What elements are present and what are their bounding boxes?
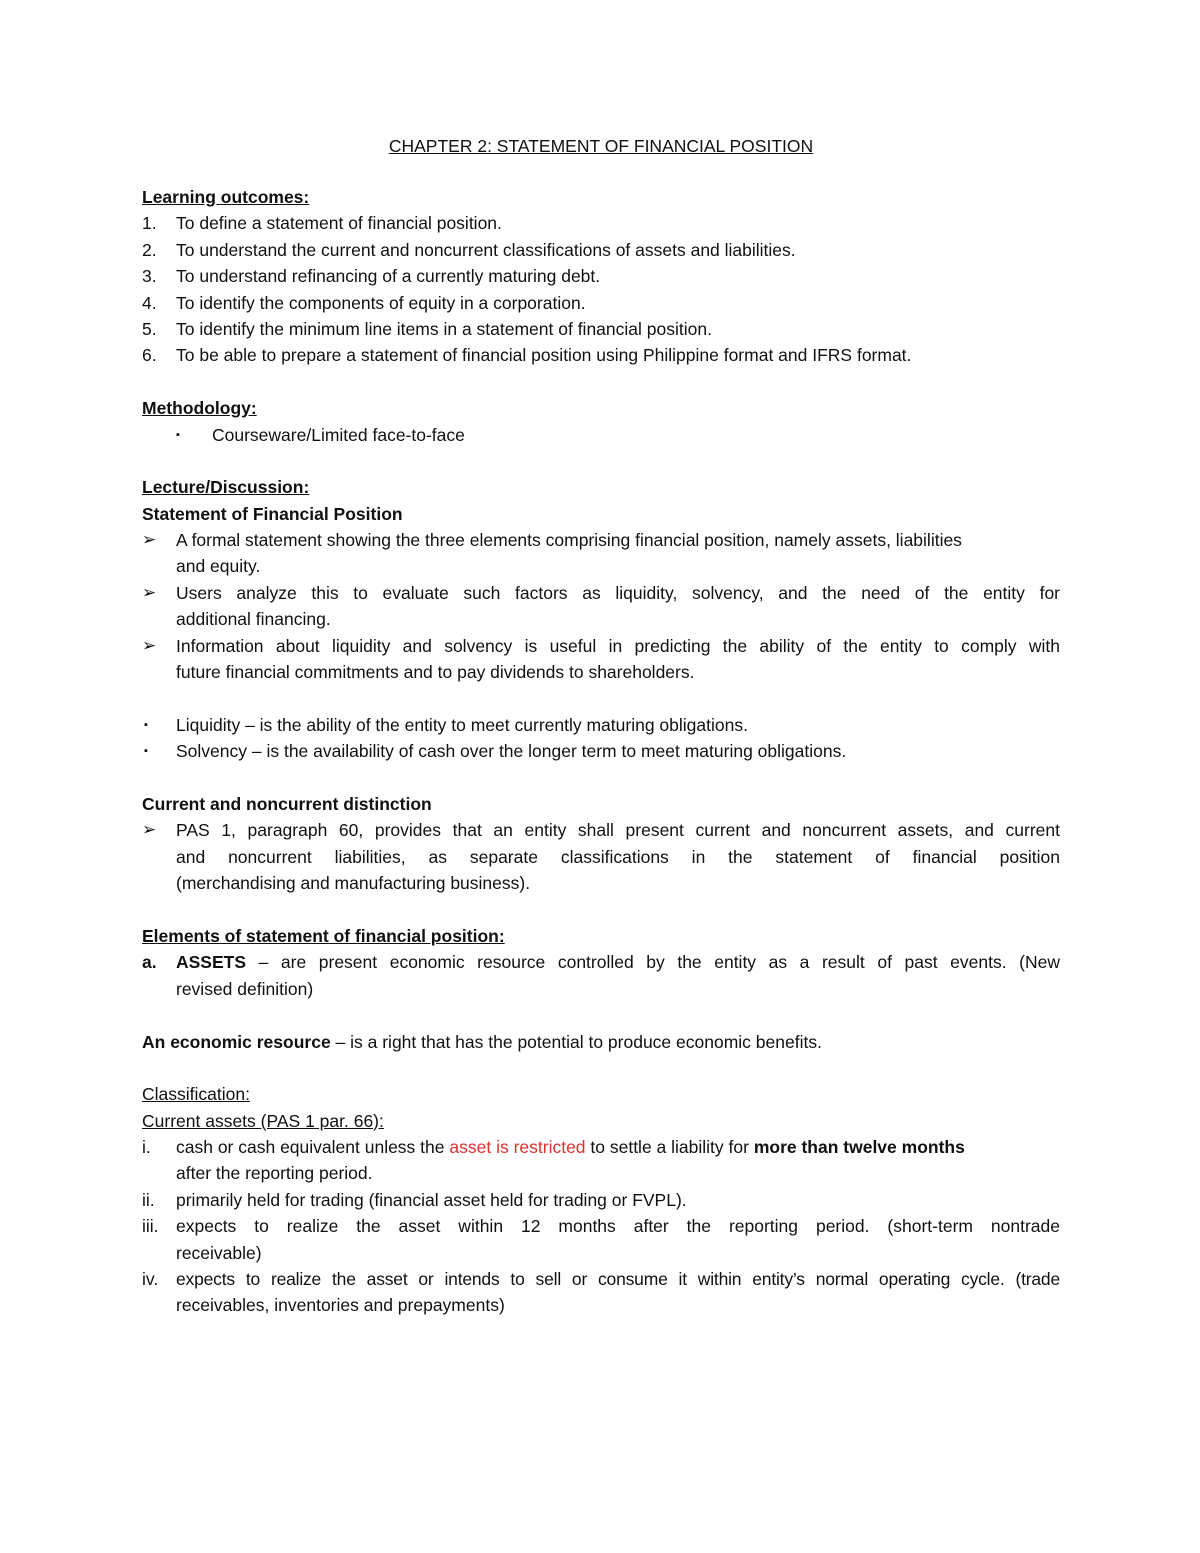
list-item (142, 263, 1060, 289)
roman-item-continuation (142, 1292, 1060, 1318)
element-definition: revised definition) (176, 978, 314, 999)
roman-number: i. (142, 1137, 151, 1158)
roman-item-text: receivables, inventories and prepayments) (176, 1295, 505, 1316)
element-continuation (142, 976, 1060, 1002)
roman-item (142, 1134, 1060, 1160)
spacer (142, 369, 1060, 395)
elements-heading: Elements of statement of financial position: (142, 925, 505, 946)
arrow-point-continuation (142, 659, 1060, 685)
spacer (142, 685, 1060, 711)
arrow-point (142, 580, 1060, 606)
lecture-heading: Lecture/Discussion: (142, 477, 310, 498)
distinction-heading: Current and noncurrent distinction (142, 793, 432, 814)
roman-item (142, 1187, 1060, 1213)
square-bullet-icon: ▪ (176, 428, 180, 441)
list-item (142, 422, 1060, 448)
classification-heading: Classification: (142, 1084, 250, 1105)
arrow-bullet-icon: ➢ (142, 582, 157, 602)
roman-item-text: receivable) (176, 1242, 262, 1263)
text-segment: to settle a liability for (585, 1137, 754, 1158)
list-number: 1. (142, 213, 157, 234)
roman-item-text: expects to realize the asset or intends to sell or consume it within entity’s normal operating cycle. (trade (176, 1269, 1060, 1290)
arrow-point-continuation (142, 553, 1060, 579)
list-item-text: Courseware/Limited face-to-face (212, 424, 465, 445)
sfp-heading: Statement of Financial Position (142, 503, 403, 524)
element-definition: – are present economic resource controlled by the entity as a result of past events. (New (246, 952, 1060, 973)
list-item (142, 237, 1060, 263)
point-text: future financial commitments and to pay dividends to shareholders. (176, 662, 695, 683)
current-assets-heading: Current assets (PAS 1 par. 66): (142, 1110, 384, 1131)
roman-item (142, 1266, 1060, 1292)
roman-item-text: expects to realize the asset within 12 months after the reporting period. (short-term nontrade (176, 1216, 1060, 1237)
roman-item-continuation (142, 1160, 1060, 1186)
point-text: additional financing. (176, 609, 331, 630)
arrow-bullet-icon: ➢ (142, 820, 157, 840)
element-label: a. (142, 952, 157, 973)
point-text: PAS 1, paragraph 60, provides that an entity shall present current and noncurrent assets, and current (176, 820, 1060, 841)
point-text: Users analyze this to evaluate such factors as liquidity, solvency, and the need of the entity for (176, 582, 1060, 603)
list-item (142, 316, 1060, 342)
text-segment: cash or cash equivalent unless the (176, 1137, 450, 1158)
point-text: Information about liquidity and solvency is useful in predicting the ability of the entity to comply with (176, 635, 1060, 656)
arrow-point-continuation (142, 844, 1060, 870)
spacer (142, 765, 1060, 791)
element-item (142, 949, 1060, 975)
spacer (142, 1055, 1060, 1081)
spacer (142, 1002, 1060, 1028)
document-page (142, 132, 1060, 1319)
spacer (142, 448, 1060, 474)
highlight-red-text: asset is restricted (449, 1137, 586, 1158)
econ-resource-definition (142, 1029, 1060, 1055)
definition-text: Liquidity – is the ability of the entity to meet currently maturing obligations. (176, 714, 748, 735)
element-text (142, 949, 1060, 975)
arrow-point-continuation (142, 606, 1060, 632)
roman-item-continuation (142, 1240, 1060, 1266)
page-title: CHAPTER 2: STATEMENT OF FINANCIAL POSITION (388, 136, 814, 156)
list-item (142, 342, 1060, 368)
roman-number: iv. (142, 1269, 159, 1290)
list-number: 6. (142, 345, 157, 366)
list-item-text: To understand the current and noncurrent classifications of assets and liabilities. (176, 239, 796, 260)
point-text: and noncurrent liabilities, as separate classifications in the statement of financial position (176, 846, 1060, 867)
element-term: ASSETS (176, 952, 247, 973)
list-item-text: To identify the components of equity in a corporation. (176, 292, 586, 313)
arrow-point (142, 527, 1060, 553)
spacer (142, 897, 1060, 923)
arrow-point (142, 817, 1060, 843)
roman-item (142, 1213, 1060, 1239)
list-item-text: To define a statement of financial position. (176, 213, 502, 234)
point-text: and equity. (176, 556, 261, 577)
roman-number: iii. (142, 1216, 159, 1237)
point-text: (merchandising and manufacturing business). (176, 873, 531, 894)
econ-resource-text: – is a right that has the potential to produce economic benefits. (330, 1031, 822, 1052)
econ-resource-term: An economic resource (142, 1031, 331, 1052)
list-number: 3. (142, 266, 157, 287)
definition-item (142, 712, 1060, 738)
list-item-text: To be able to prepare a statement of financial position using Philippine format and IFRS format. (176, 345, 912, 366)
roman-item-text (142, 1137, 965, 1157)
bold-text: more than twelve months (753, 1137, 965, 1158)
square-bullet-icon: ▪ (144, 718, 148, 731)
list-item (142, 290, 1060, 316)
list-item-text: To understand refinancing of a currently maturing debt. (176, 266, 601, 287)
list-number: 2. (142, 239, 157, 260)
arrow-bullet-icon: ➢ (142, 530, 157, 550)
arrow-point (142, 633, 1060, 659)
point-text: A formal statement showing the three elements comprising financial position, namely assets, liabilities (176, 530, 962, 551)
arrow-point-continuation (142, 870, 1060, 896)
spacer (142, 160, 1060, 184)
list-number: 4. (142, 292, 157, 313)
definition-text: Solvency – is the availability of cash over the longer term to meet maturing obligations. (176, 741, 847, 762)
roman-item-text: after the reporting period. (176, 1163, 373, 1184)
learning-outcomes-heading: Learning outcomes: (142, 187, 310, 207)
definition-item (142, 738, 1060, 764)
square-bullet-icon: ▪ (144, 745, 148, 758)
list-number: 5. (142, 318, 157, 339)
methodology-heading: Methodology: (142, 398, 257, 419)
roman-number: ii. (142, 1189, 155, 1210)
arrow-bullet-icon: ➢ (142, 635, 157, 655)
roman-item-text: primarily held for trading (financial asset held for trading or FVPL). (176, 1189, 687, 1210)
list-item (142, 210, 1060, 236)
list-item-text: To identify the minimum line items in a statement of financial position. (176, 318, 712, 339)
